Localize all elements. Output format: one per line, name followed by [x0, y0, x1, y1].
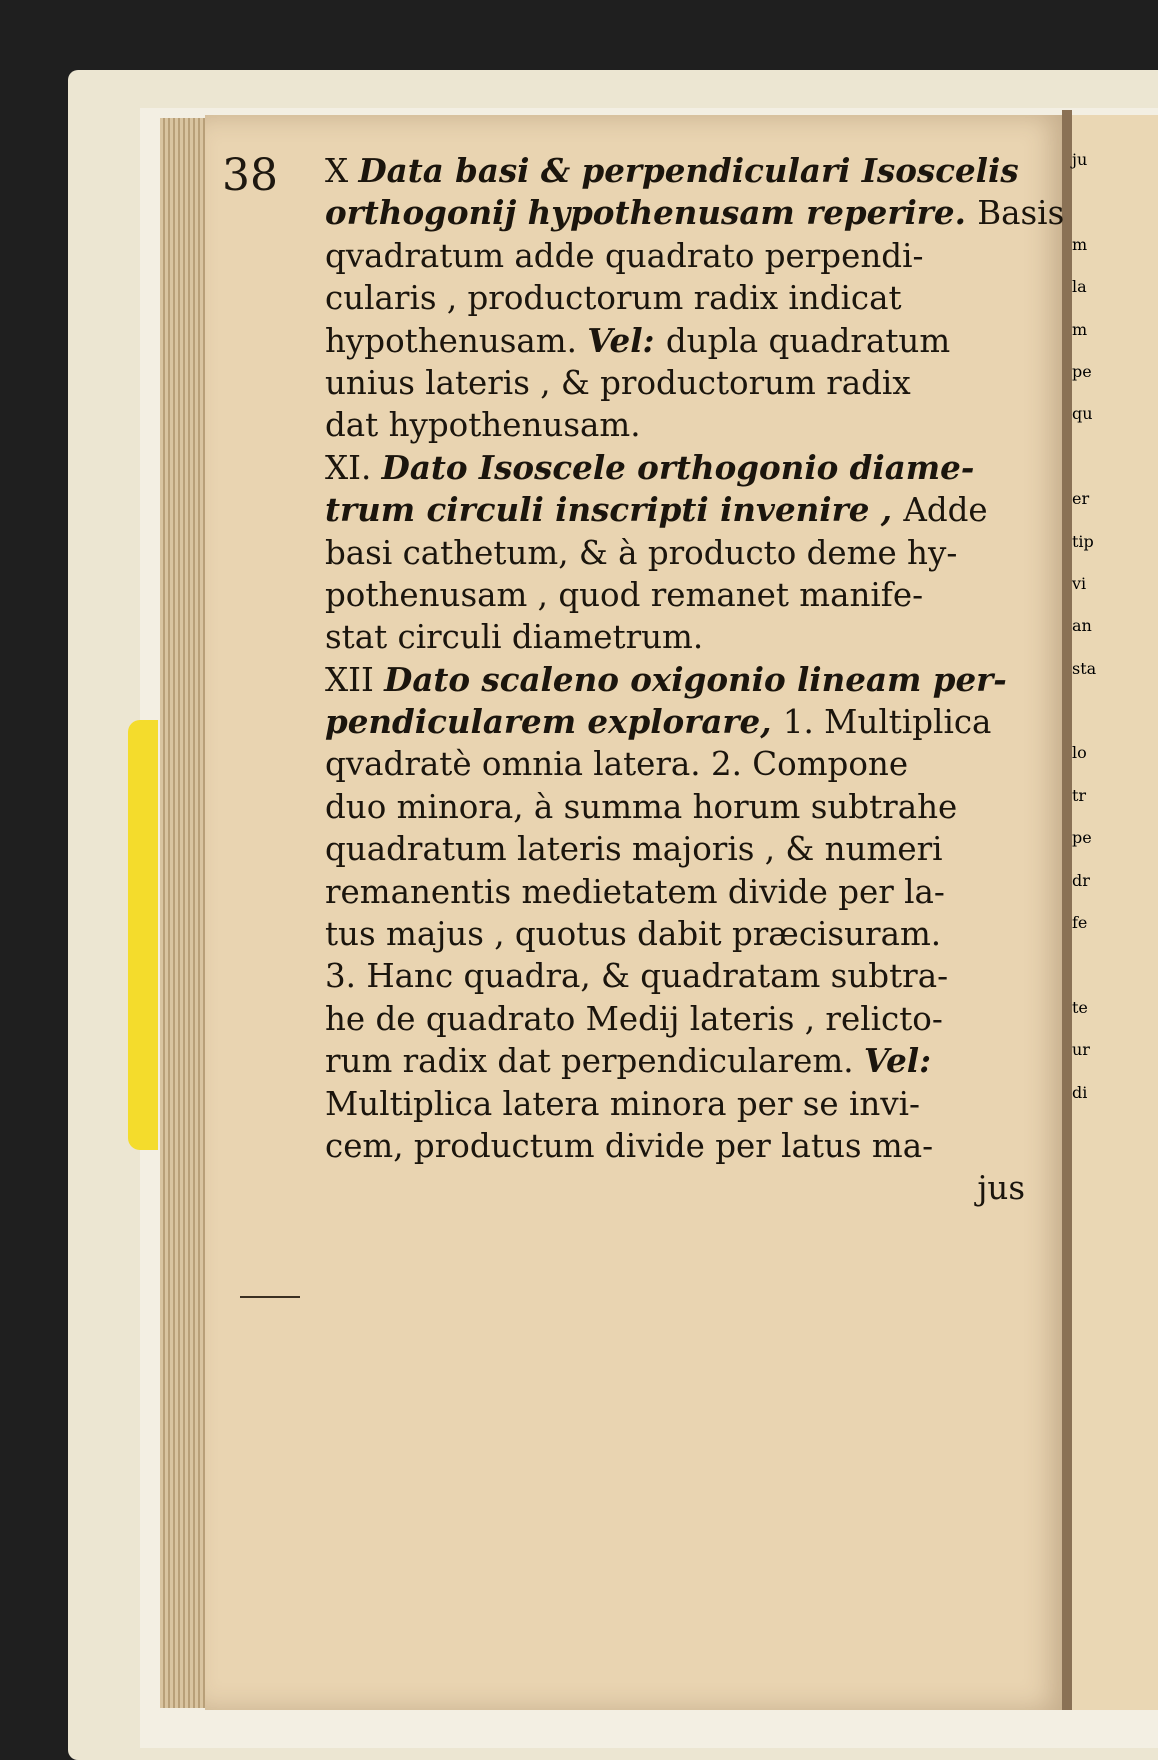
facing-fragment: tr	[1072, 785, 1087, 805]
text-segment: X	[325, 152, 359, 190]
margin-mark	[240, 1296, 300, 1298]
text-segment: Multiplica latera minora per se invi-	[325, 1084, 921, 1123]
text-line	[325, 955, 1025, 997]
facing-page-text	[1072, 150, 1158, 1125]
text-segment: duo minora, à summa horum subtrahe	[325, 787, 958, 826]
facing-fragment: lo	[1072, 743, 1087, 763]
text-line	[325, 362, 1025, 404]
italic-segment: trum circuli inscripti invenire ,	[325, 490, 904, 530]
text-line	[325, 532, 1025, 574]
page-number: 38	[222, 150, 278, 201]
facing-fragment: m	[1072, 319, 1088, 339]
bookmark-flag	[128, 720, 158, 1150]
text-line	[325, 743, 1025, 785]
italic-segment: Dato Isoscele orthogonio diame-	[381, 447, 975, 487]
text-line	[325, 998, 1025, 1040]
text-segment: qvadratum adde quadrato perpendi-	[325, 236, 924, 275]
text-line	[325, 574, 1025, 616]
text-segment: remanentis medietatem divide per la-	[325, 872, 945, 911]
text-line	[325, 1083, 1025, 1125]
facing-fragment: vi	[1072, 573, 1087, 593]
page-text	[325, 150, 1065, 1210]
text-line	[325, 828, 1025, 870]
text-line	[325, 447, 1025, 489]
text-segment: pothenusam , quod remanet manife-	[325, 575, 924, 614]
text-line	[325, 192, 1065, 234]
text-segment: cularis , productorum radix indicat	[325, 279, 902, 318]
italic-segment: Vel:	[863, 1041, 932, 1081]
facing-fragment: di	[1072, 1082, 1088, 1102]
text-segment: quadratum lateris majoris , & numeri	[325, 830, 943, 869]
facing-fragment	[1072, 447, 1158, 489]
facing-fragment	[1072, 955, 1158, 997]
text-line	[325, 1040, 1025, 1082]
facing-fragment: pe	[1072, 361, 1092, 381]
text-line	[325, 659, 1025, 701]
italic-segment: pendicularem explorare,	[325, 702, 783, 742]
text-segment: Basis	[977, 194, 1065, 233]
italic-segment: Data basi & perpendiculari Isoscelis	[358, 151, 1019, 190]
text-segment: dupla quadratum	[665, 321, 951, 360]
facing-fragment: te	[1072, 997, 1088, 1017]
facing-fragment	[1072, 192, 1158, 234]
facing-fragment: qu	[1072, 404, 1093, 424]
text-segment: Adde	[903, 491, 988, 530]
facing-fragment: ur	[1072, 1040, 1090, 1060]
text-line	[325, 320, 1025, 362]
text-segment: he de quadrato Medij lateris , relicto-	[325, 999, 943, 1038]
text-line	[325, 404, 1025, 446]
text-segment: hypothenusam.	[325, 321, 588, 360]
facing-fragment: ju	[1072, 150, 1088, 169]
text-line	[325, 616, 1025, 658]
text-segment: stat circuli diametrum.	[325, 618, 704, 657]
text-segment: XII	[325, 660, 385, 699]
italic-segment: Vel:	[587, 320, 666, 360]
text-line	[325, 701, 1025, 743]
facing-fragment: pe	[1072, 828, 1092, 848]
text-line	[325, 150, 1025, 192]
book-gutter	[1062, 110, 1072, 1710]
facing-fragment: sta	[1072, 658, 1097, 678]
text-segment: dat hypothenusam.	[325, 406, 641, 445]
text-segment: rum radix dat perpendicularem.	[325, 1042, 864, 1081]
text-line	[325, 489, 1025, 531]
facing-fragment: la	[1072, 277, 1087, 297]
facing-fragment: fe	[1072, 913, 1088, 933]
italic-segment: orthogonij hypothenusam reperire.	[325, 193, 978, 233]
text-segment: 1. Multiplica	[782, 703, 992, 742]
text-line	[325, 277, 1025, 319]
facing-fragment: m	[1072, 234, 1088, 254]
facing-fragment: er	[1072, 489, 1090, 509]
text-segment: XI.	[325, 448, 382, 487]
text-line	[325, 786, 1025, 828]
text-line	[325, 235, 1025, 277]
text-segment: basi cathetum, & à producto deme hy-	[325, 533, 958, 572]
italic-segment: Dato scaleno oxigonio lineam per-	[384, 659, 1007, 699]
text-segment: qvadratè omnia latera. 2. Compone	[325, 745, 909, 784]
text-segment: cem, productum divide per latus ma-	[325, 1126, 934, 1165]
text-segment: unius lateris , & productorum radix	[325, 363, 911, 402]
text-line	[325, 1125, 1025, 1167]
facing-fragment: an	[1072, 616, 1092, 636]
catchword: jus	[977, 1169, 1025, 1208]
facing-fragment: tip	[1072, 531, 1094, 551]
text-line	[325, 871, 1025, 913]
text-segment: 3. Hanc quadra, & quadratam subtra-	[325, 957, 949, 996]
facing-fragment: dr	[1072, 870, 1090, 890]
facing-fragment	[1072, 701, 1158, 743]
text-line	[325, 913, 1025, 955]
text-segment: tus majus , quotus dabit præcisuram.	[325, 915, 942, 954]
